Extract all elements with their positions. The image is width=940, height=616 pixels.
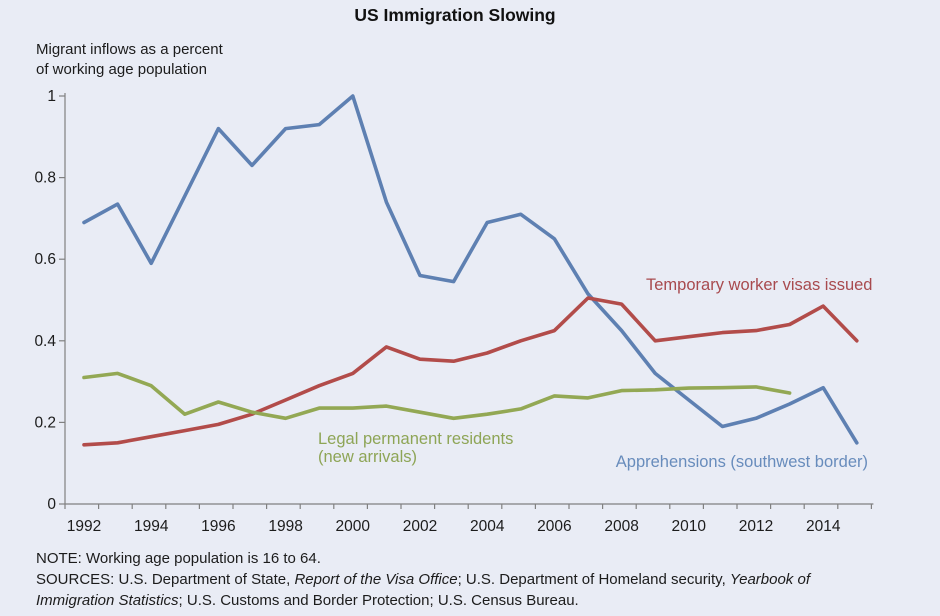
y-axis-header-line1: Migrant inflows as a percent [36,41,223,58]
x-tick-label: 2010 [671,518,707,535]
x-tick-label: 2012 [738,518,774,535]
series-label-legal-line2: (new arrivals) [318,447,418,466]
sources-line1: SOURCES: U.S. Department of State, Report of the Visa Office; U.S. Department of Homeland security, Yearbook of [36,571,810,588]
x-tick-label: 2002 [402,518,438,535]
x-tick-label: 1998 [268,518,303,535]
series-label-apprehensions: Apprehensions (southwest border) [615,453,868,471]
x-tick-label: 2014 [805,518,841,535]
x-tick-label: 2000 [335,518,371,535]
series-label-legal-permanent-residents [318,431,513,466]
series-label-temporary-worker-visas: Temporary worker visas issued [646,276,873,294]
x-tick-label: 1996 [201,518,236,535]
note-line: NOTE: Working age population is 16 to 64. [36,550,321,567]
y-tick-label: 0.2 [34,414,56,432]
x-tick-label: 1992 [66,518,102,535]
series-line-apprehensions-southwest-border [84,96,857,443]
y-tick-label: 1 [47,88,56,105]
x-tick-label: 1994 [133,518,169,535]
y-tick-label: 0.6 [34,251,56,269]
y-tick-label: 0.4 [34,332,56,350]
y-tick-label: 0 [47,496,56,513]
y-tick-label: 0.8 [34,169,56,187]
sources-line2: Immigration Statistics; U.S. Customs and Border Protection; U.S. Census Bureau. [36,592,579,609]
y-axis-header-line2: of working age population [36,61,207,78]
chart-title: US Immigration Slowing [354,5,556,25]
x-tick-label: 2004 [469,518,505,535]
chart-notes [36,548,810,611]
x-tick-label: 2006 [537,518,572,535]
series-label-legal-line1: Legal permanent residents [318,430,514,448]
x-tick-label: 2008 [604,518,639,535]
